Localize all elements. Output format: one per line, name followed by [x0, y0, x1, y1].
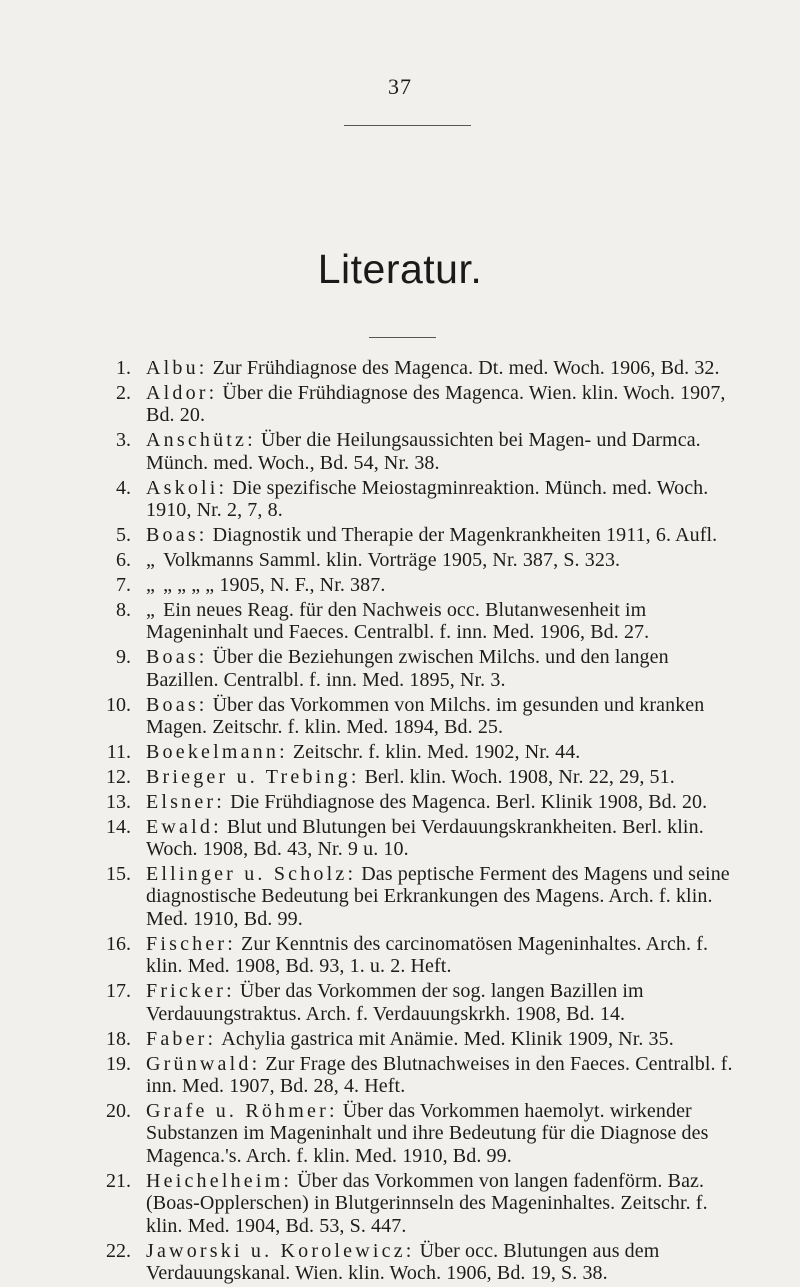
- reference-item: [0, 791, 800, 814]
- reference-item: [0, 599, 800, 644]
- reference-item: [0, 429, 800, 474]
- reference-text: Über das Vorkommen haemolyt. wirkender Substanzen im Mageninhalt und ihre Bedeutung für die Diagnose des Magenca.'s. Arch. f. klin. Med. 1910, Bd. 99.: [146, 1099, 709, 1167]
- heading-rule: [369, 337, 436, 338]
- reference-item: [0, 694, 800, 739]
- reference-item: [0, 863, 800, 931]
- reference-author: Grünwald:: [146, 1052, 261, 1075]
- reference-text: Die Frühdiagnose des Magenca. Berl. Klinik 1908, Bd. 20.: [230, 790, 708, 813]
- reference-text: Volkmanns Samml. klin. Vorträge 1905, Nr. 387, S. 323.: [163, 548, 621, 571]
- reference-author: Faber:: [146, 1027, 217, 1050]
- reference-text: Zeitschr. f. klin. Med. 1902, Nr. 44.: [292, 740, 581, 763]
- reference-number: 14.: [106, 815, 131, 838]
- page-number: 37: [388, 74, 412, 99]
- reference-author: „: [146, 573, 159, 596]
- reference-number: 1.: [116, 357, 131, 379]
- reference-item: [0, 933, 800, 978]
- reference-text: Über die Heilungsaussichten bei Magen- und Darmca. Münch. med. Woch., Bd. 54, Nr. 38.: [146, 429, 701, 474]
- reference-author: Boas:: [146, 646, 208, 669]
- reference-item: [0, 357, 800, 380]
- reference-number: 10.: [106, 693, 131, 716]
- reference-author: Boekelmann:: [146, 740, 288, 763]
- reference-author: Anschütz:: [146, 429, 256, 452]
- reference-text: Ein neues Reag. für den Nachweis occ. Blutanwesenheit im Mageninhalt und Faeces. Centralbl. f. inn. Med. 1906, Bd. 27.: [146, 598, 650, 644]
- reference-number: 18.: [106, 1027, 131, 1050]
- reference-number: 6.: [116, 548, 131, 571]
- reference-author: Ewald:: [146, 815, 222, 838]
- reference-author: Heichelheim:: [146, 1169, 293, 1192]
- reference-text: Blut und Blutungen bei Verdauungskrankheiten. Berl. klin. Woch. 1908, Bd. 43, Nr. 9 u. 10.: [146, 815, 704, 861]
- reference-number: 5.: [116, 524, 131, 547]
- reference-number: 11.: [106, 740, 131, 763]
- reference-item: [0, 1100, 800, 1168]
- reference-author: Aldor:: [146, 381, 218, 404]
- reference-author: Fricker:: [146, 980, 235, 1003]
- reference-item: [0, 574, 800, 597]
- reference-text: Das peptische Ferment des Magens und seine diagnostische Bedeutung bei Erkrankungen des Magens. Arch. f. klin. Med. 1910, Bd. 99.: [146, 862, 730, 930]
- reference-author: Ellinger u. Scholz:: [146, 862, 357, 885]
- reference-author: Brieger u. Trebing:: [146, 765, 360, 788]
- reference-number: 9.: [116, 646, 131, 669]
- reference-author: Boas:: [146, 693, 208, 716]
- reference-text: Zur Frage des Blutnachweises in den Faeces. Centralbl. f. inn. Med. 1907, Bd. 28, 4. Heft.: [146, 1052, 733, 1098]
- reference-author: Askoli:: [146, 476, 228, 499]
- reference-number: 20.: [106, 1099, 131, 1122]
- reference-number: 21.: [106, 1169, 131, 1192]
- reference-author: „: [146, 548, 159, 571]
- reference-number: 15.: [106, 862, 131, 885]
- reference-number: 4.: [116, 476, 131, 499]
- reference-number: 7.: [116, 573, 131, 596]
- reference-number: 17.: [106, 980, 131, 1003]
- reference-item: [0, 816, 800, 861]
- reference-item: [0, 980, 800, 1025]
- reference-author: Fischer:: [146, 932, 237, 955]
- reference-item: [0, 382, 800, 427]
- reference-text: Über das Vorkommen der sog. langen Bazillen im Verdauungstraktus. Arch. f. Verdauungskrkh. 1908, Bd. 14.: [146, 980, 644, 1025]
- reference-number: 22.: [106, 1239, 131, 1262]
- reference-item: [0, 549, 800, 572]
- page-heading: Literatur.: [317, 246, 483, 292]
- reference-item: [0, 741, 800, 764]
- reference-number: 16.: [106, 932, 131, 955]
- reference-text: Berl. klin. Woch. 1908, Nr. 22, 29, 51.: [364, 765, 675, 788]
- reference-list: [0, 357, 800, 1287]
- reference-text: Über das Vorkommen von langen fadenförm. Baz. (Boas-Opplerschen) in Blutgerinnseln des Mageninhaltes. Zeitschr. f. klin. Med. 1904, Bd. 53, S. 447.: [146, 1169, 708, 1237]
- reference-number: 19.: [106, 1052, 131, 1075]
- reference-text: Die spezifische Meiostagminreaktion. Münch. med. Woch. 1910, Nr. 2, 7, 8.: [146, 476, 709, 522]
- reference-text: Über die Frühdiagnose des Magenca. Wien. klin. Woch. 1907, Bd. 20.: [146, 381, 726, 427]
- reference-author: Grafe u. Röhmer:: [146, 1099, 338, 1122]
- reference-text: Über die Beziehungen zwischen Milchs. und den langen Bazillen. Centralbl. f. inn. Med. 1895, Nr. 3.: [146, 646, 669, 691]
- reference-author: Jaworski u. Korolewicz:: [146, 1239, 415, 1262]
- reference-text: Über das Vorkommen von Milchs. im gesunden und kranken Magen. Zeitschr. f. klin. Med. 1894, Bd. 25.: [146, 693, 705, 739]
- reference-text: Achylia gastrica mit Anämie. Med. Klinik 1909, Nr. 35.: [221, 1027, 674, 1050]
- reference-author: Albu:: [146, 357, 208, 379]
- reference-item: [0, 1053, 800, 1098]
- reference-number: 8.: [116, 598, 131, 621]
- reference-item: [0, 477, 800, 522]
- reference-item: [0, 1028, 800, 1051]
- reference-number: 3.: [116, 429, 131, 452]
- reference-text: Diagnostik und Therapie der Magenkrankheiten 1911, 6. Aufl.: [212, 524, 718, 547]
- reference-number: 12.: [106, 765, 131, 788]
- reference-item: [0, 1170, 800, 1238]
- reference-author: Elsner:: [146, 790, 226, 813]
- reference-number: 2.: [116, 381, 131, 404]
- reference-text: „ „ „ „ 1905, N. F., Nr. 387.: [163, 573, 386, 596]
- reference-item: [0, 524, 800, 547]
- reference-item: [0, 1240, 800, 1285]
- reference-text: Über occ. Blutungen aus dem Verdauungskanal. Wien. klin. Woch. 1906, Bd. 19, S. 38.: [146, 1239, 660, 1285]
- reference-author: Boas:: [146, 524, 208, 547]
- reference-text: Zur Kenntnis des carcinomatösen Mageninhaltes. Arch. f. klin. Med. 1908, Bd. 93, 1. u. 2. Heft.: [146, 932, 709, 978]
- reference-item: [0, 766, 800, 789]
- reference-number: 13.: [106, 790, 131, 813]
- reference-author: „: [146, 598, 159, 621]
- top-rule: [344, 125, 471, 126]
- reference-item: [0, 646, 800, 691]
- reference-text: Zur Frühdiagnose des Magenca. Dt. med. Woch. 1906, Bd. 32.: [212, 357, 720, 379]
